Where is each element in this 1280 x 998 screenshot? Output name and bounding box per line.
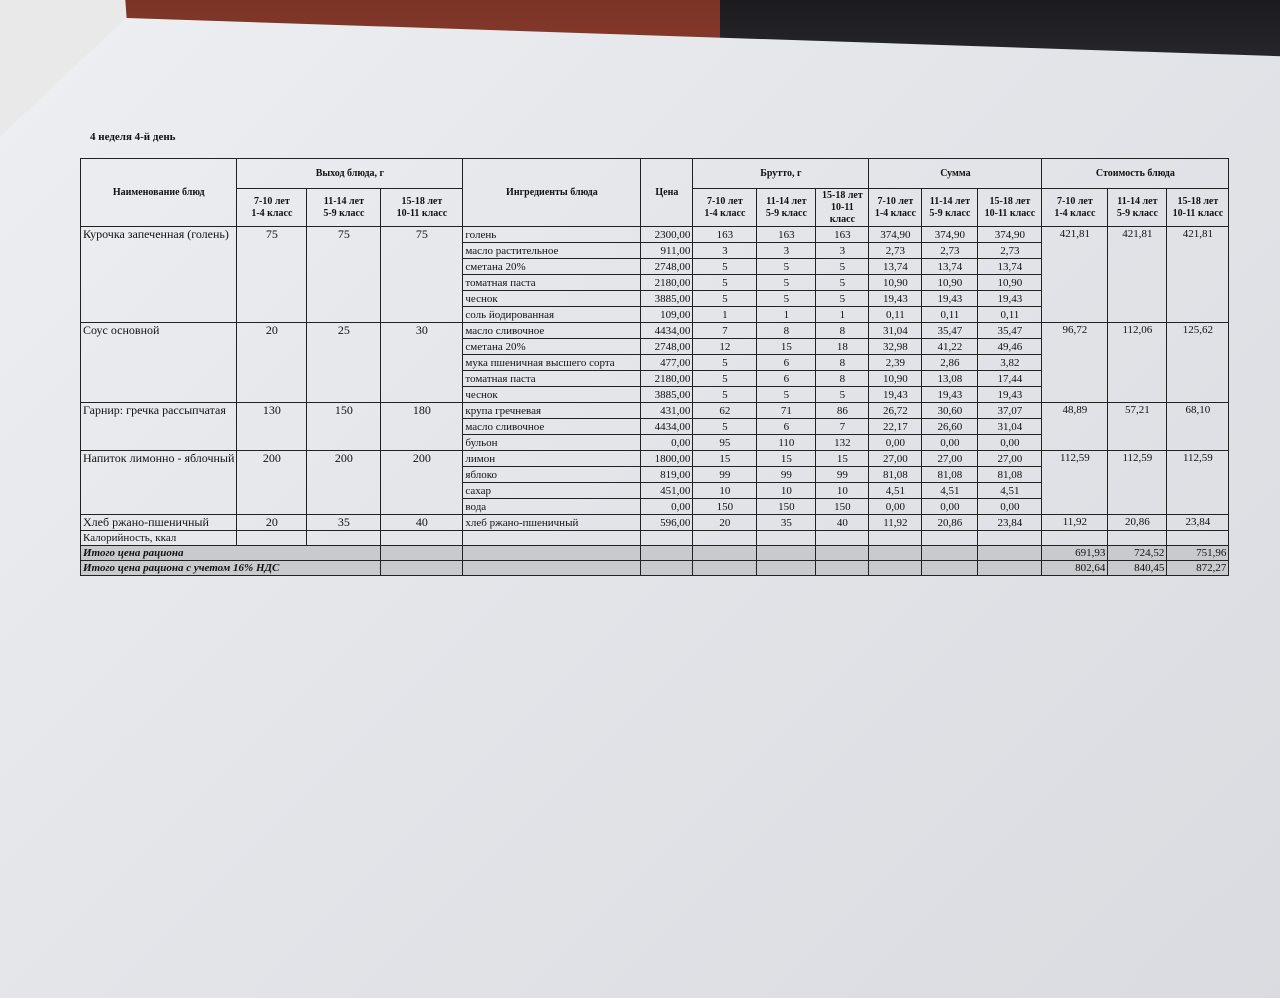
yield-cell: 75	[381, 227, 463, 323]
sum-cell: 41,22	[922, 339, 978, 355]
age-label: 11-14 лет	[766, 195, 807, 207]
sum-cell: 81,08	[978, 467, 1042, 483]
empty-cell	[757, 531, 816, 546]
grade-label: 1-4 класс	[1054, 207, 1096, 219]
brutto-cell: 150	[816, 499, 869, 515]
cost-age-header	[1167, 189, 1229, 227]
brutto-age-header	[816, 189, 869, 227]
col-price: Цена	[641, 159, 693, 227]
col-brutto: Брутто, г	[693, 159, 869, 189]
yield-cell: 20	[237, 515, 307, 531]
age-label: 11-14 лет	[323, 195, 365, 207]
sum-cell: 26,60	[922, 419, 978, 435]
empty-cell	[922, 561, 978, 576]
table-row	[81, 403, 1229, 419]
table-row	[81, 515, 1229, 531]
empty-cell	[641, 561, 693, 576]
total-value: 751,96	[1167, 546, 1229, 561]
empty-cell	[1042, 531, 1108, 546]
cost-cell: 11,92	[1042, 515, 1108, 531]
total-label: Итого цена рациона	[81, 546, 381, 561]
ingredient-price: 2180,00	[641, 371, 693, 387]
sum-cell: 3,82	[978, 355, 1042, 371]
brutto-cell: 99	[693, 467, 757, 483]
sum-cell: 4,51	[978, 483, 1042, 499]
sum-cell: 19,43	[922, 291, 978, 307]
table-body	[81, 227, 1229, 576]
brutto-cell: 110	[757, 435, 816, 451]
ingredient-name: голень	[463, 227, 641, 243]
sum-cell: 0,11	[869, 307, 922, 323]
ingredient-name: сахар	[463, 483, 641, 499]
sum-cell: 2,86	[922, 355, 978, 371]
brutto-cell: 15	[757, 339, 816, 355]
total-row	[81, 561, 1229, 576]
ingredient-price: 819,00	[641, 467, 693, 483]
ingredient-name: томатная паста	[463, 275, 641, 291]
empty-cell	[922, 531, 978, 546]
ingredient-price: 2180,00	[641, 275, 693, 291]
sum-cell: 22,17	[869, 419, 922, 435]
cost-cell: 23,84	[1167, 515, 1229, 531]
yield-cell: 150	[307, 403, 381, 451]
brutto-cell: 5	[757, 275, 816, 291]
empty-cell	[1108, 531, 1167, 546]
col-cost: Стоимость блюда	[1042, 159, 1229, 189]
empty-cell	[237, 531, 307, 546]
empty-cell	[978, 531, 1042, 546]
grade-label: 5-9 класс	[1116, 207, 1158, 219]
age-label: 7-10 лет	[706, 195, 743, 207]
menu-table	[80, 158, 1229, 576]
ingredient-price: 4434,00	[641, 419, 693, 435]
sum-cell: 0,00	[978, 499, 1042, 515]
age-label: 7-10 лет	[253, 195, 290, 207]
ingredient-price: 3885,00	[641, 291, 693, 307]
brutto-cell: 3	[693, 243, 757, 259]
brutto-cell: 8	[816, 371, 869, 387]
brutto-cell: 3	[757, 243, 816, 259]
age-label: 15-18 лет	[401, 195, 443, 207]
sum-cell: 13,08	[922, 371, 978, 387]
brutto-cell: 1	[816, 307, 869, 323]
empty-cell	[463, 546, 641, 561]
table-row	[81, 227, 1229, 243]
ingredient-name: чеснок	[463, 291, 641, 307]
sum-age-header	[922, 189, 978, 227]
brutto-cell: 15	[757, 451, 816, 467]
ingredient-price: 431,00	[641, 403, 693, 419]
brutto-cell: 7	[693, 323, 757, 339]
ingredient-name: лимон	[463, 451, 641, 467]
brutto-cell: 71	[757, 403, 816, 419]
sum-cell: 374,90	[922, 227, 978, 243]
cost-cell: 421,81	[1167, 227, 1229, 323]
sum-cell: 13,74	[978, 259, 1042, 275]
cost-cell: 48,89	[1042, 403, 1108, 451]
sum-cell: 81,08	[869, 467, 922, 483]
brutto-cell: 5	[693, 419, 757, 435]
table-row	[81, 323, 1229, 339]
brutto-age-header	[693, 189, 757, 227]
ingredient-price: 2748,00	[641, 339, 693, 355]
sum-cell: 4,51	[922, 483, 978, 499]
brutto-cell: 1	[693, 307, 757, 323]
yield-cell: 200	[237, 451, 307, 515]
ingredient-price: 1800,00	[641, 451, 693, 467]
sum-cell: 374,90	[978, 227, 1042, 243]
cost-cell: 112,59	[1108, 451, 1167, 515]
brutto-cell: 5	[693, 275, 757, 291]
brutto-cell: 86	[816, 403, 869, 419]
brutto-cell: 150	[693, 499, 757, 515]
ingredient-price: 109,00	[641, 307, 693, 323]
grade-label: 10-11 класс	[1172, 207, 1224, 219]
sum-age-header	[978, 189, 1042, 227]
yield-cell: 25	[307, 323, 381, 403]
brutto-cell: 5	[693, 387, 757, 403]
brutto-cell: 5	[693, 291, 757, 307]
empty-cell	[693, 546, 757, 561]
sum-cell: 27,00	[869, 451, 922, 467]
brutto-cell: 12	[693, 339, 757, 355]
col-ingredients: Ингредиенты блюда	[463, 159, 641, 227]
brutto-cell: 5	[757, 259, 816, 275]
grade-label: 5-9 класс	[929, 207, 971, 219]
empty-cell	[978, 561, 1042, 576]
empty-cell	[463, 561, 641, 576]
col-dish-name: Наименование блюд	[81, 159, 237, 227]
cost-cell: 421,81	[1108, 227, 1167, 323]
ingredient-price: 596,00	[641, 515, 693, 531]
sum-cell: 13,74	[922, 259, 978, 275]
brutto-cell: 10	[693, 483, 757, 499]
brutto-cell: 5	[757, 291, 816, 307]
yield-cell: 200	[307, 451, 381, 515]
brutto-cell: 8	[816, 355, 869, 371]
brutto-cell: 6	[757, 419, 816, 435]
sum-cell: 19,43	[922, 387, 978, 403]
yield-cell: 30	[381, 323, 463, 403]
total-value: 691,93	[1042, 546, 1108, 561]
sum-cell: 11,92	[869, 515, 922, 531]
brutto-cell: 5	[757, 387, 816, 403]
sum-cell: 19,43	[978, 387, 1042, 403]
sum-cell: 81,08	[922, 467, 978, 483]
table-row	[81, 451, 1229, 467]
calories-row	[81, 531, 1229, 546]
empty-cell	[816, 546, 869, 561]
age-label: 7-10 лет	[1056, 195, 1093, 207]
empty-cell	[381, 531, 463, 546]
empty-cell	[816, 531, 869, 546]
brutto-cell: 62	[693, 403, 757, 419]
yield-cell: 40	[381, 515, 463, 531]
brutto-cell: 15	[693, 451, 757, 467]
total-value: 802,64	[1042, 561, 1108, 576]
sum-cell: 32,98	[869, 339, 922, 355]
sum-cell: 2,73	[869, 243, 922, 259]
grade-label: 1-4 класс	[704, 207, 746, 219]
sum-cell: 31,04	[978, 419, 1042, 435]
ingredient-price: 451,00	[641, 483, 693, 499]
cost-cell: 112,59	[1167, 451, 1229, 515]
cost-age-header	[1108, 189, 1167, 227]
total-label: Итого цена рациона с учетом 16% НДС	[81, 561, 381, 576]
sum-cell: 19,43	[869, 291, 922, 307]
brutto-cell: 99	[757, 467, 816, 483]
age-label: 7-10 лет	[877, 195, 914, 207]
table-header	[81, 159, 1229, 227]
brutto-cell: 10	[816, 483, 869, 499]
brutto-cell: 6	[757, 371, 816, 387]
empty-cell	[757, 561, 816, 576]
cost-cell: 125,62	[1167, 323, 1229, 403]
ingredient-price: 911,00	[641, 243, 693, 259]
total-row	[81, 546, 1229, 561]
ingredient-price: 3885,00	[641, 387, 693, 403]
sum-cell: 0,00	[869, 435, 922, 451]
calories-label: Калорийность, ккал	[81, 531, 237, 546]
empty-cell	[869, 561, 922, 576]
brutto-cell: 7	[816, 419, 869, 435]
brutto-cell: 5	[693, 371, 757, 387]
cost-cell: 57,21	[1108, 403, 1167, 451]
cost-cell: 68,10	[1167, 403, 1229, 451]
total-value: 724,52	[1108, 546, 1167, 561]
empty-cell	[1167, 531, 1229, 546]
brutto-cell: 5	[693, 355, 757, 371]
brutto-cell: 3	[816, 243, 869, 259]
empty-cell	[641, 531, 693, 546]
age-label: 11-14 лет	[929, 195, 971, 207]
cost-cell: 96,72	[1042, 323, 1108, 403]
ingredient-price: 0,00	[641, 435, 693, 451]
dish-name: Напиток лимонно - яблочный	[81, 451, 237, 515]
sum-age-header	[869, 189, 922, 227]
sum-cell: 4,51	[869, 483, 922, 499]
sum-cell: 27,00	[978, 451, 1042, 467]
brutto-cell: 163	[757, 227, 816, 243]
brutto-cell: 5	[816, 291, 869, 307]
yield-age-header	[237, 189, 307, 227]
dish-name: Соус основной	[81, 323, 237, 403]
sum-cell: 31,04	[869, 323, 922, 339]
yield-age-header	[381, 189, 463, 227]
ingredient-name: соль йодированная	[463, 307, 641, 323]
empty-cell	[693, 561, 757, 576]
sum-cell: 0,11	[922, 307, 978, 323]
ingredient-price: 4434,00	[641, 323, 693, 339]
ingredient-name: масло растительное	[463, 243, 641, 259]
brutto-cell: 95	[693, 435, 757, 451]
grade-label: 5-9 класс	[765, 207, 807, 219]
brutto-cell: 15	[816, 451, 869, 467]
yield-cell: 75	[237, 227, 307, 323]
empty-cell	[381, 561, 463, 576]
sum-cell: 20,86	[922, 515, 978, 531]
grade-label: 10-11 класс	[984, 207, 1036, 219]
brutto-cell: 8	[757, 323, 816, 339]
col-yield: Выход блюда, г	[237, 159, 463, 189]
brutto-cell: 6	[757, 355, 816, 371]
sum-cell: 2,73	[978, 243, 1042, 259]
yield-cell: 130	[237, 403, 307, 451]
ingredient-name: хлеб ржано-пшеничный	[463, 515, 641, 531]
sum-cell: 10,90	[869, 275, 922, 291]
ingredient-name: сметана 20%	[463, 339, 641, 355]
sum-cell: 0,11	[978, 307, 1042, 323]
grade-label: 1-4 класс	[251, 207, 293, 219]
ingredient-price: 477,00	[641, 355, 693, 371]
page-title: 4 неделя 4-й день	[90, 131, 176, 143]
brutto-cell: 40	[816, 515, 869, 531]
sum-cell: 2,73	[922, 243, 978, 259]
empty-cell	[463, 531, 641, 546]
brutto-cell: 5	[816, 259, 869, 275]
brutto-cell: 5	[816, 387, 869, 403]
yield-cell: 75	[307, 227, 381, 323]
sum-cell: 19,43	[869, 387, 922, 403]
sum-cell: 0,00	[922, 499, 978, 515]
sum-cell: 37,07	[978, 403, 1042, 419]
ingredient-name: масло сливочное	[463, 419, 641, 435]
ingredient-name: бульон	[463, 435, 641, 451]
empty-cell	[922, 546, 978, 561]
yield-cell: 35	[307, 515, 381, 531]
yield-cell: 180	[381, 403, 463, 451]
age-label: 15-18 лет	[989, 195, 1031, 207]
sum-cell: 0,00	[978, 435, 1042, 451]
sum-cell: 35,47	[978, 323, 1042, 339]
sum-cell: 35,47	[922, 323, 978, 339]
cost-age-header	[1042, 189, 1108, 227]
ingredient-price: 2300,00	[641, 227, 693, 243]
brutto-age-header	[757, 189, 816, 227]
ingredient-name: чеснок	[463, 387, 641, 403]
yield-cell: 20	[237, 323, 307, 403]
dish-name: Хлеб ржано-пшеничный	[81, 515, 237, 531]
ingredient-name: яблоко	[463, 467, 641, 483]
brutto-cell: 5	[816, 275, 869, 291]
ingredient-price: 2748,00	[641, 259, 693, 275]
brutto-cell: 99	[816, 467, 869, 483]
grade-label: 5-9 класс	[323, 207, 365, 219]
age-label: 11-14 лет	[1117, 195, 1158, 207]
grade-label: 1-4 класс	[874, 207, 916, 219]
yield-age-header	[307, 189, 381, 227]
sum-cell: 49,46	[978, 339, 1042, 355]
empty-cell	[307, 531, 381, 546]
sum-cell: 17,44	[978, 371, 1042, 387]
age-label: 15-18 лет	[1177, 195, 1219, 207]
sum-cell: 2,39	[869, 355, 922, 371]
sum-cell: 0,00	[922, 435, 978, 451]
cost-cell: 112,59	[1042, 451, 1108, 515]
empty-cell	[381, 546, 463, 561]
grade-label: 10-11 класс	[396, 207, 448, 219]
empty-cell	[641, 546, 693, 561]
total-value: 872,27	[1167, 561, 1229, 576]
brutto-cell: 35	[757, 515, 816, 531]
brutto-cell: 163	[693, 227, 757, 243]
cost-cell: 20,86	[1108, 515, 1167, 531]
age-label: 15-18 лет	[821, 189, 863, 201]
empty-cell	[757, 546, 816, 561]
ingredient-name: вода	[463, 499, 641, 515]
ingredient-name: крупа гречневая	[463, 403, 641, 419]
brutto-cell: 8	[816, 323, 869, 339]
sum-cell: 23,84	[978, 515, 1042, 531]
ingredient-name: мука пшеничная высшего сорта	[463, 355, 641, 371]
ingredient-name: томатная паста	[463, 371, 641, 387]
brutto-cell: 132	[816, 435, 869, 451]
sum-cell: 0,00	[869, 499, 922, 515]
brutto-cell: 18	[816, 339, 869, 355]
ingredient-name: масло сливочное	[463, 323, 641, 339]
cost-cell: 421,81	[1042, 227, 1108, 323]
brutto-cell: 163	[816, 227, 869, 243]
grade-label: 10-11 класс	[829, 201, 856, 225]
yield-cell: 200	[381, 451, 463, 515]
sum-cell: 13,74	[869, 259, 922, 275]
sum-cell: 10,90	[922, 275, 978, 291]
ingredient-price: 0,00	[641, 499, 693, 515]
cost-cell: 112,06	[1108, 323, 1167, 403]
ingredient-name: сметана 20%	[463, 259, 641, 275]
empty-cell	[816, 561, 869, 576]
empty-cell	[693, 531, 757, 546]
sum-cell: 374,90	[869, 227, 922, 243]
sum-cell: 26,72	[869, 403, 922, 419]
empty-cell	[869, 546, 922, 561]
total-value: 840,45	[1108, 561, 1167, 576]
brutto-cell: 10	[757, 483, 816, 499]
col-sum: Сумма	[869, 159, 1042, 189]
sum-cell: 10,90	[978, 275, 1042, 291]
sum-cell: 30,60	[922, 403, 978, 419]
sum-cell: 19,43	[978, 291, 1042, 307]
dish-name: Курочка запеченная (голень)	[81, 227, 237, 323]
sum-cell: 27,00	[922, 451, 978, 467]
brutto-cell: 1	[757, 307, 816, 323]
brutto-cell: 20	[693, 515, 757, 531]
empty-cell	[869, 531, 922, 546]
empty-cell	[978, 546, 1042, 561]
brutto-cell: 5	[693, 259, 757, 275]
brutto-cell: 150	[757, 499, 816, 515]
sum-cell: 10,90	[869, 371, 922, 387]
dish-name: Гарнир: гречка рассыпчатая	[81, 403, 237, 451]
